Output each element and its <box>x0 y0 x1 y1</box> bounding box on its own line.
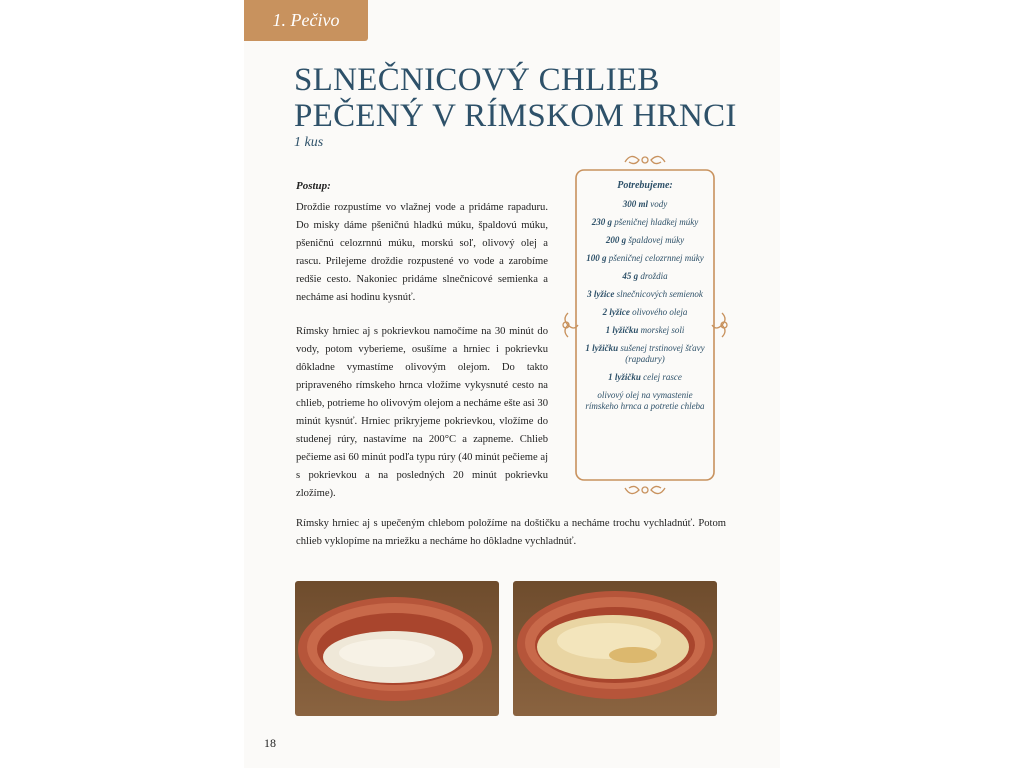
ingredient-item: 2 lyžice olivového oleja <box>602 307 688 317</box>
ingredient-item: 1 lyžičku sušenej trstinovej šťavy (rapadury) <box>585 343 705 364</box>
clay-pot-raw-dough-icon <box>295 581 499 716</box>
ingredients-list <box>580 180 710 419</box>
ingredient-item: 100 g pšeničnej celozrnnej múky <box>586 253 704 263</box>
method-heading: Postup: <box>296 180 331 192</box>
method-paragraph-2: Rímsky hrniec aj s pokrievkou namočíme na 30 minút do vody, potom vyberieme, osušíme a hrniec i pokrievku dôkladne vymastíme olivovým olejom. Do takto pripraveného rímskeho hrnca vložíme vykysnuté cesto na chlieb, potrieme ho olivovým olejom a necháme ešte asi 30 minút kysnúť. Hrniec prikryjeme pokrievkou, vložíme do studenej rúry, nastavíme na 200°C a zapneme. Chlieb pečieme asi 60 minút podľa typu rúry (40 minút pečieme aj s pokrievkou a na posledných 20 minút pokrievku zložíme). <box>296 326 549 499</box>
ingredient-item: olivový olej na vymastenie rímskeho hrnca a potretie chleba <box>585 390 705 411</box>
photo-raw-dough <box>295 581 499 716</box>
title-line-2: PEČENÝ V RÍMSKOM HRNCI <box>294 98 737 134</box>
ingredient-item: 1 lyžičku morskej soli <box>605 325 685 335</box>
page-number: 18 <box>264 736 276 750</box>
clay-pot-baked-bread-icon <box>513 581 717 716</box>
ingredient-item: 45 g droždia <box>622 271 668 281</box>
ingredient-item: 3 lyžice slnečnicových semienok <box>587 289 703 299</box>
recipe-title <box>294 62 754 134</box>
recipe-yield: 1 kus <box>294 135 324 150</box>
ingredient-item: 200 g špaldovej múky <box>605 235 685 245</box>
method-paragraph-3: Rímsky hrniec aj s upečeným chlebom položíme na doštičku a necháme trochu vychladnúť. Potom chlieb vyklopíme na mriežku a necháme ho dôkladne vychladnúť. <box>296 518 726 547</box>
chapter-tab: 1. Pečivo <box>244 0 368 41</box>
ingredients-heading: Potrebujeme: <box>617 180 673 191</box>
ingredient-item: 300 ml vody <box>622 199 668 209</box>
photo-baked-bread <box>513 581 717 716</box>
method-paragraph-1: Droždie rozpustíme vo vlažnej vode a pridáme rapaduru. Do misky dáme pšeničnú hladkú múku, špaldovú múku, pšeničnú celozrnnú múku, morskú soľ, olivový olej a rascu. Prilejeme droždie rozpustené vo vode a zarobíme redšie cesto. Nakoniec pridáme slnečnicové semienka a necháme asi hodinu kysnúť. <box>296 202 548 303</box>
title-line-1: SLNEČNICOVÝ CHLIEB <box>294 62 660 98</box>
ingredient-item: 230 g pšeničnej hladkej múky <box>591 217 699 227</box>
ingredients-box <box>562 150 728 500</box>
ingredient-item: 1 lyžičku celej rasce <box>608 372 682 382</box>
